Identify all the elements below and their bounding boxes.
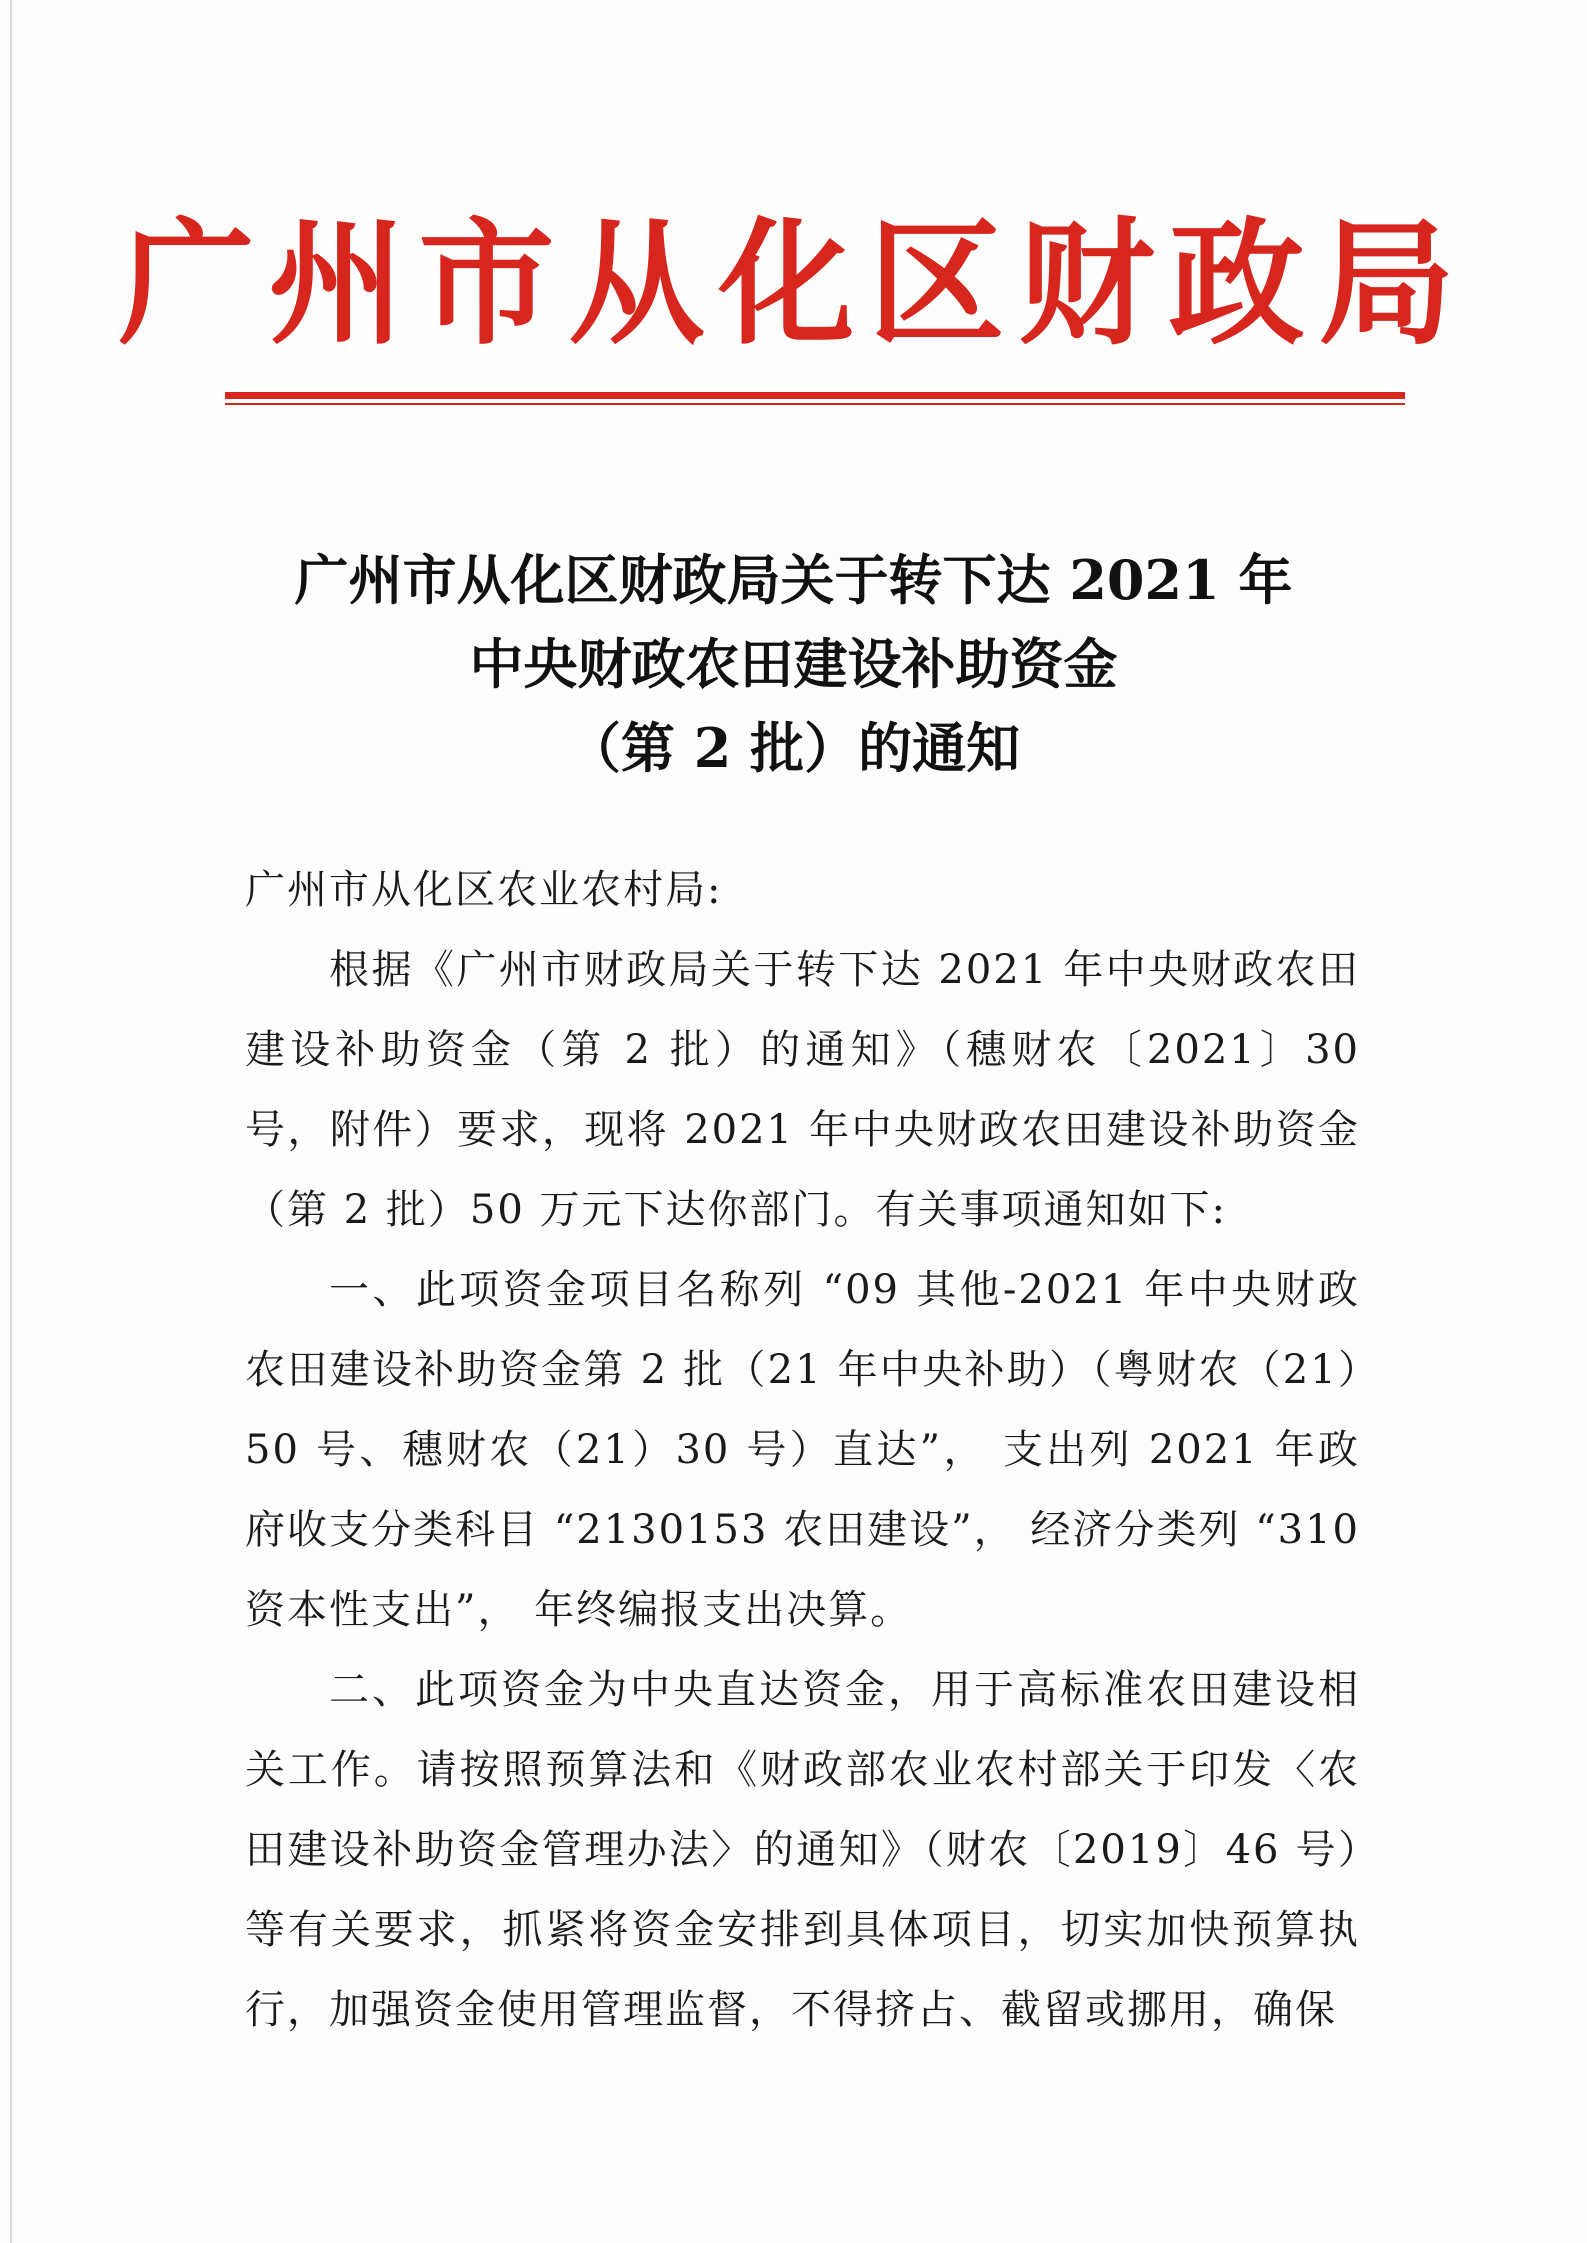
paragraph-item-1: 一、此项资金项目名称列 “09 其他-2021 年中央财政农田建设补助资金第 2 批（21 年中央补助）（粤财农（21）50 号、穗财农（21）30 号）直达”， 支出列 2021 年政府收支分类科目 “2130153 农田建设”， 经济分类列 “310 资本性支出”， 年终编报支出决算。 (245, 1267, 1360, 1633)
paragraph-item-2: 二、此项资金为中央直达资金，用于高标准农田建设相关工作。请按照预算法和《财政部农业农村部关于印发〈农田建设补助资金管理办法〉的通知》（财农〔2019〕46 号）等有关要求，抓紧将资金安排到具体项目，切实加快预算执行，加强资金使用管理监督，不得挤占、截留或挪用，确保 (245, 1667, 1360, 2033)
paragraph-basis: 根据《广州市财政局关于转下达 2021 年中央财政农田建设补助资金（第 2 批）的通知》（穗财农〔2021〕30 号，附件）要求，现将 2021 年中央财政农田建设补助资金（第 2 批）50 万元下达你部门。有关事项通知如下: (245, 947, 1360, 1233)
masthead-title: 广州市从化区财政局 (118, 206, 1469, 364)
masthead-red-rule-thin (225, 403, 1405, 405)
title-line-1: 广州市从化区财政局关于转下达 2021 年 (294, 548, 1293, 612)
masthead-red-rule (225, 392, 1405, 399)
title-line-2: 中央财政农田建设补助资金 (469, 632, 1118, 696)
document-title (0, 538, 1587, 790)
salutation: 广州市从化区农业农村局: (245, 867, 723, 913)
document-body (245, 850, 1360, 2050)
title-line-3: （第 2 批）的通知 (566, 716, 1021, 780)
